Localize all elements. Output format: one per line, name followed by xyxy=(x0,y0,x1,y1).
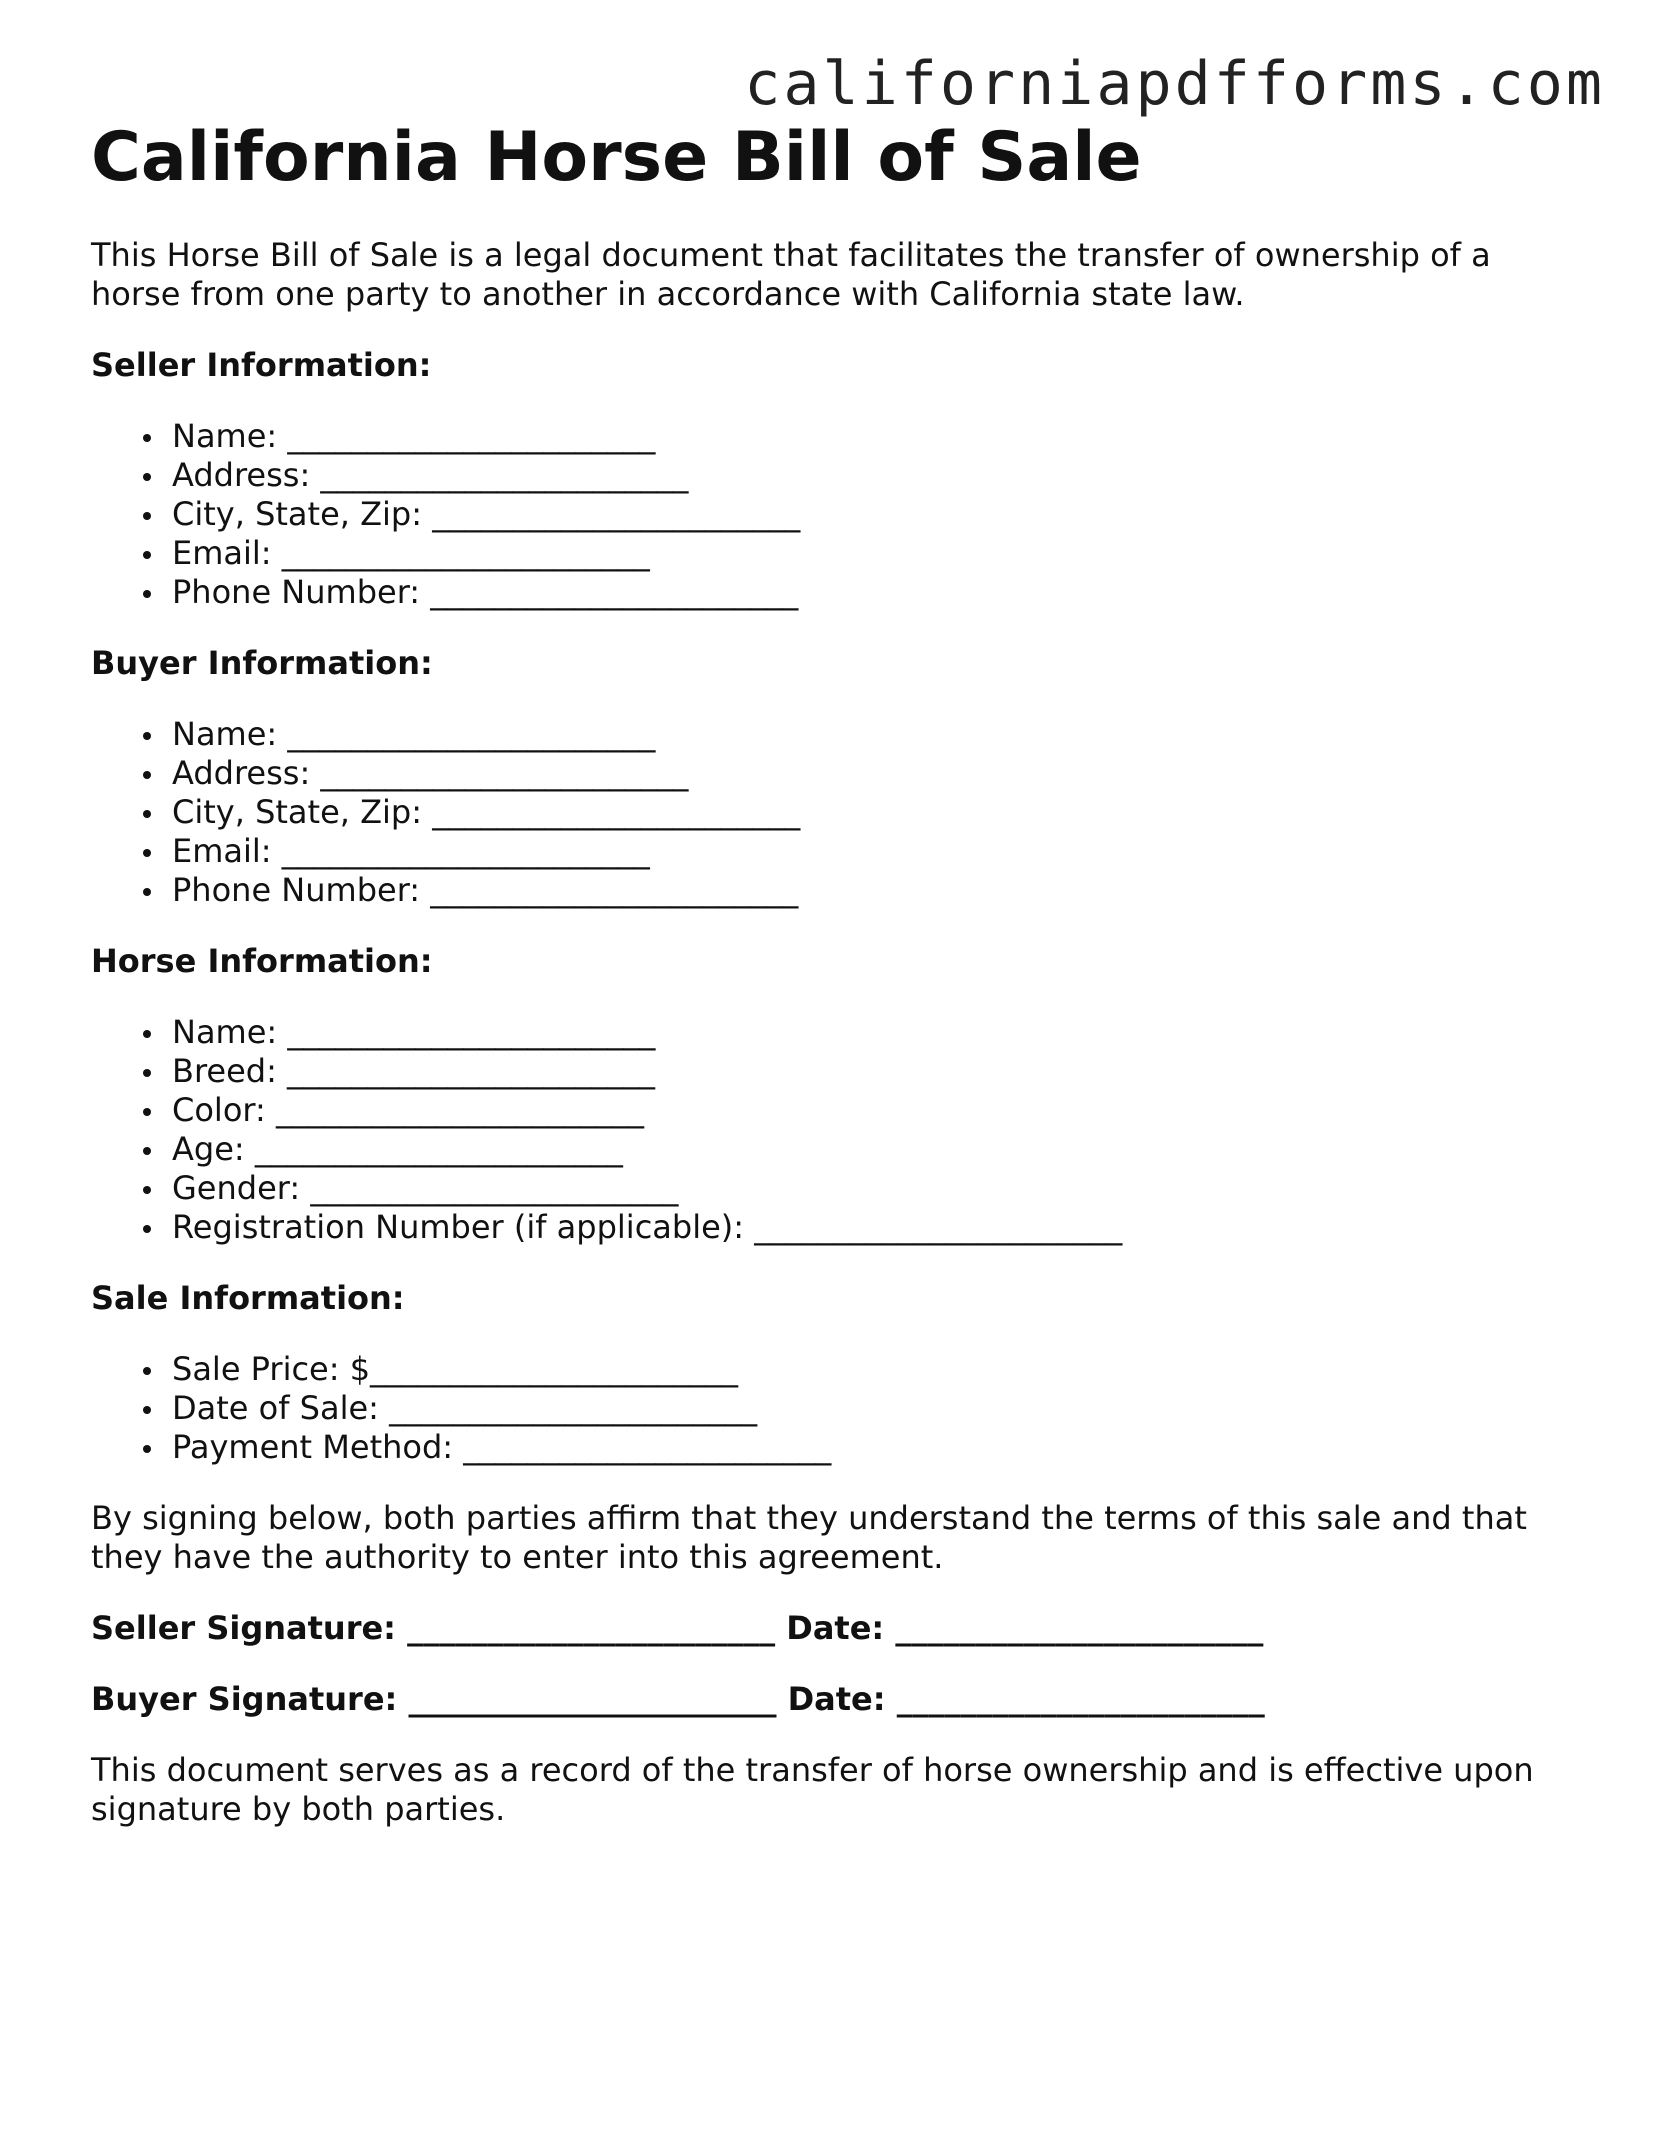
horse-field-list xyxy=(91,1013,1571,1247)
sale-heading: Sale Information: xyxy=(91,1279,405,1317)
buyer-address-field[interactable]: Address: _______________________ xyxy=(172,754,1571,793)
horse-breed-field[interactable]: Breed: _______________________ xyxy=(172,1052,1571,1091)
sale-field-list xyxy=(91,1350,1571,1467)
seller-heading: Seller Information: xyxy=(91,346,432,384)
page-title: California Horse Bill of Sale xyxy=(91,118,1142,197)
sale-date-field[interactable]: Date of Sale: _______________________ xyxy=(172,1389,1571,1428)
buyer-email-field[interactable]: Email: _______________________ xyxy=(172,832,1571,871)
closing-paragraph: This document serves as a record of the transfer of horse ownership and is effective upon signature by both parties. xyxy=(91,1751,1534,1828)
seller-name-field[interactable]: Name: _______________________ xyxy=(172,417,1571,456)
horse-name-field[interactable]: Name: _______________________ xyxy=(172,1013,1571,1052)
document-body xyxy=(91,118,1571,1829)
watermark: californiapdfforms.com xyxy=(744,49,1605,119)
buyer-heading: Buyer Information: xyxy=(91,644,433,682)
seller-email-field[interactable]: Email: _______________________ xyxy=(172,534,1571,573)
seller-city-state-zip-field[interactable]: City, State, Zip: _______________________ xyxy=(172,495,1571,534)
seller-address-field[interactable]: Address: _______________________ xyxy=(172,456,1571,495)
sale-price-field[interactable]: Sale Price: $_______________________ xyxy=(172,1350,1571,1389)
horse-heading: Horse Information: xyxy=(91,942,433,980)
buyer-city-state-zip-field[interactable]: City, State, Zip: _______________________ xyxy=(172,793,1571,832)
buyer-phone-field[interactable]: Phone Number: _______________________ xyxy=(172,871,1571,910)
affirmation-paragraph: By signing below, both parties affirm that they understand the terms of this sale and that they have the authority to enter into this agreement. xyxy=(91,1499,1527,1576)
buyer-signature-line[interactable]: Buyer Signature: _______________________ Date: _______________________ xyxy=(91,1680,1265,1718)
seller-phone-field[interactable]: Phone Number: _______________________ xyxy=(172,573,1571,612)
horse-age-field[interactable]: Age: _______________________ xyxy=(172,1130,1571,1169)
seller-field-list xyxy=(91,417,1571,612)
payment-method-field[interactable]: Payment Method: _______________________ xyxy=(172,1428,1571,1467)
horse-gender-field[interactable]: Gender: _______________________ xyxy=(172,1169,1571,1208)
seller-signature-line[interactable]: Seller Signature: _______________________ Date: _______________________ xyxy=(91,1609,1264,1647)
horse-color-field[interactable]: Color: _______________________ xyxy=(172,1091,1571,1130)
intro-paragraph: This Horse Bill of Sale is a legal document that facilitates the transfer of ownership of a horse from one party to another in accordance with California state law. xyxy=(91,236,1491,313)
buyer-name-field[interactable]: Name: _______________________ xyxy=(172,715,1571,754)
buyer-field-list xyxy=(91,715,1571,910)
horse-registration-number-field[interactable]: Registration Number (if applicable): _______________________ xyxy=(172,1208,1571,1247)
